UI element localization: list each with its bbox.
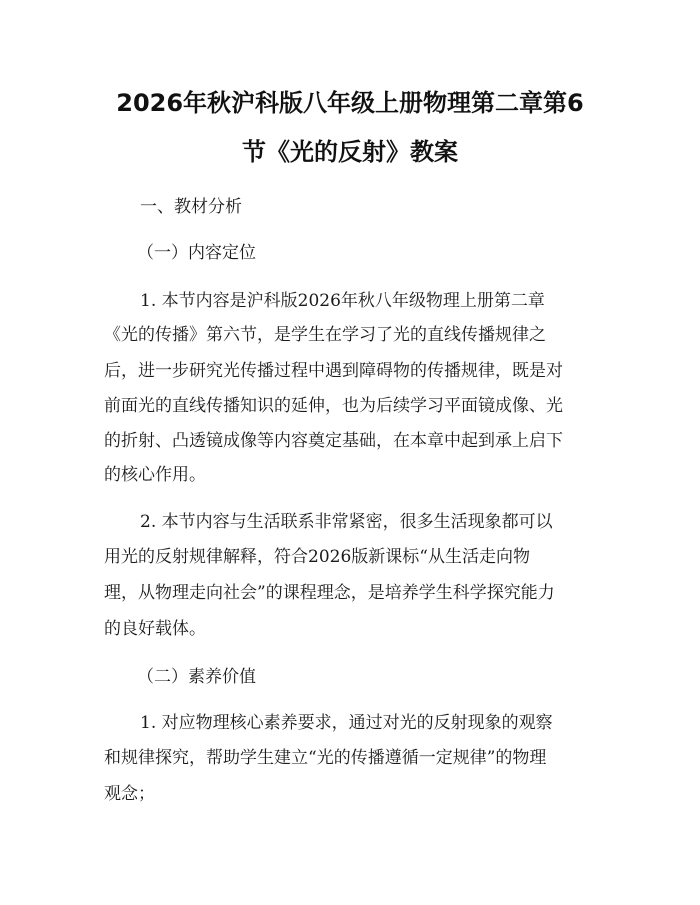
paragraph-line: 的良好载体。 [104, 619, 206, 639]
subsection-heading-content-positioning: （一）内容定位 [137, 243, 256, 263]
paragraph-line: 的折射、凸透镜成像等内容奠定基础，在本章中起到承上启下 [104, 431, 563, 451]
paragraph-line: 前面光的直线传播知识的延伸，也为后续学习平面镜成像、光 [104, 396, 563, 416]
subsection-heading-literacy-value: （二）素养价值 [137, 667, 256, 687]
section-heading-textbook-analysis: 一、教材分析 [140, 197, 242, 217]
paragraph-line: 1. 本节内容是沪科版2026年秋八年级物理上册第二章 [140, 291, 545, 311]
paragraph-line: 理，从物理走向社会”的课程理念，是培养学生科学探究能力 [104, 583, 555, 603]
paragraph-line: 和规律探究，帮助学生建立“光的传播遵循一定规律”的物理 [104, 748, 547, 768]
paragraph-line: 用光的反射规律解释，符合2026版新课标“从生活走向物 [104, 547, 530, 567]
paragraph-line: 2. 本节内容与生活联系非常紧密，很多生活现象都可以 [140, 512, 553, 532]
paragraph-line: 《光的传播》第六节，是学生在学习了光的直线传播规律之 [104, 325, 546, 345]
document-title-line-1: 2026年秋沪科版八年级上册物理第二章第6 [116, 89, 584, 117]
paragraph-line: 的核心作用。 [104, 465, 206, 485]
document-title-line-2: 节《光的反射》教案 [242, 138, 458, 166]
paragraph-line: 后，进一步研究光传播过程中遇到障碍物的传播规律，既是对 [104, 361, 563, 381]
paragraph-line: 1. 对应物理核心素养要求，通过对光的反射现象的观察 [140, 713, 553, 733]
paragraph-line: 观念； [104, 784, 155, 804]
